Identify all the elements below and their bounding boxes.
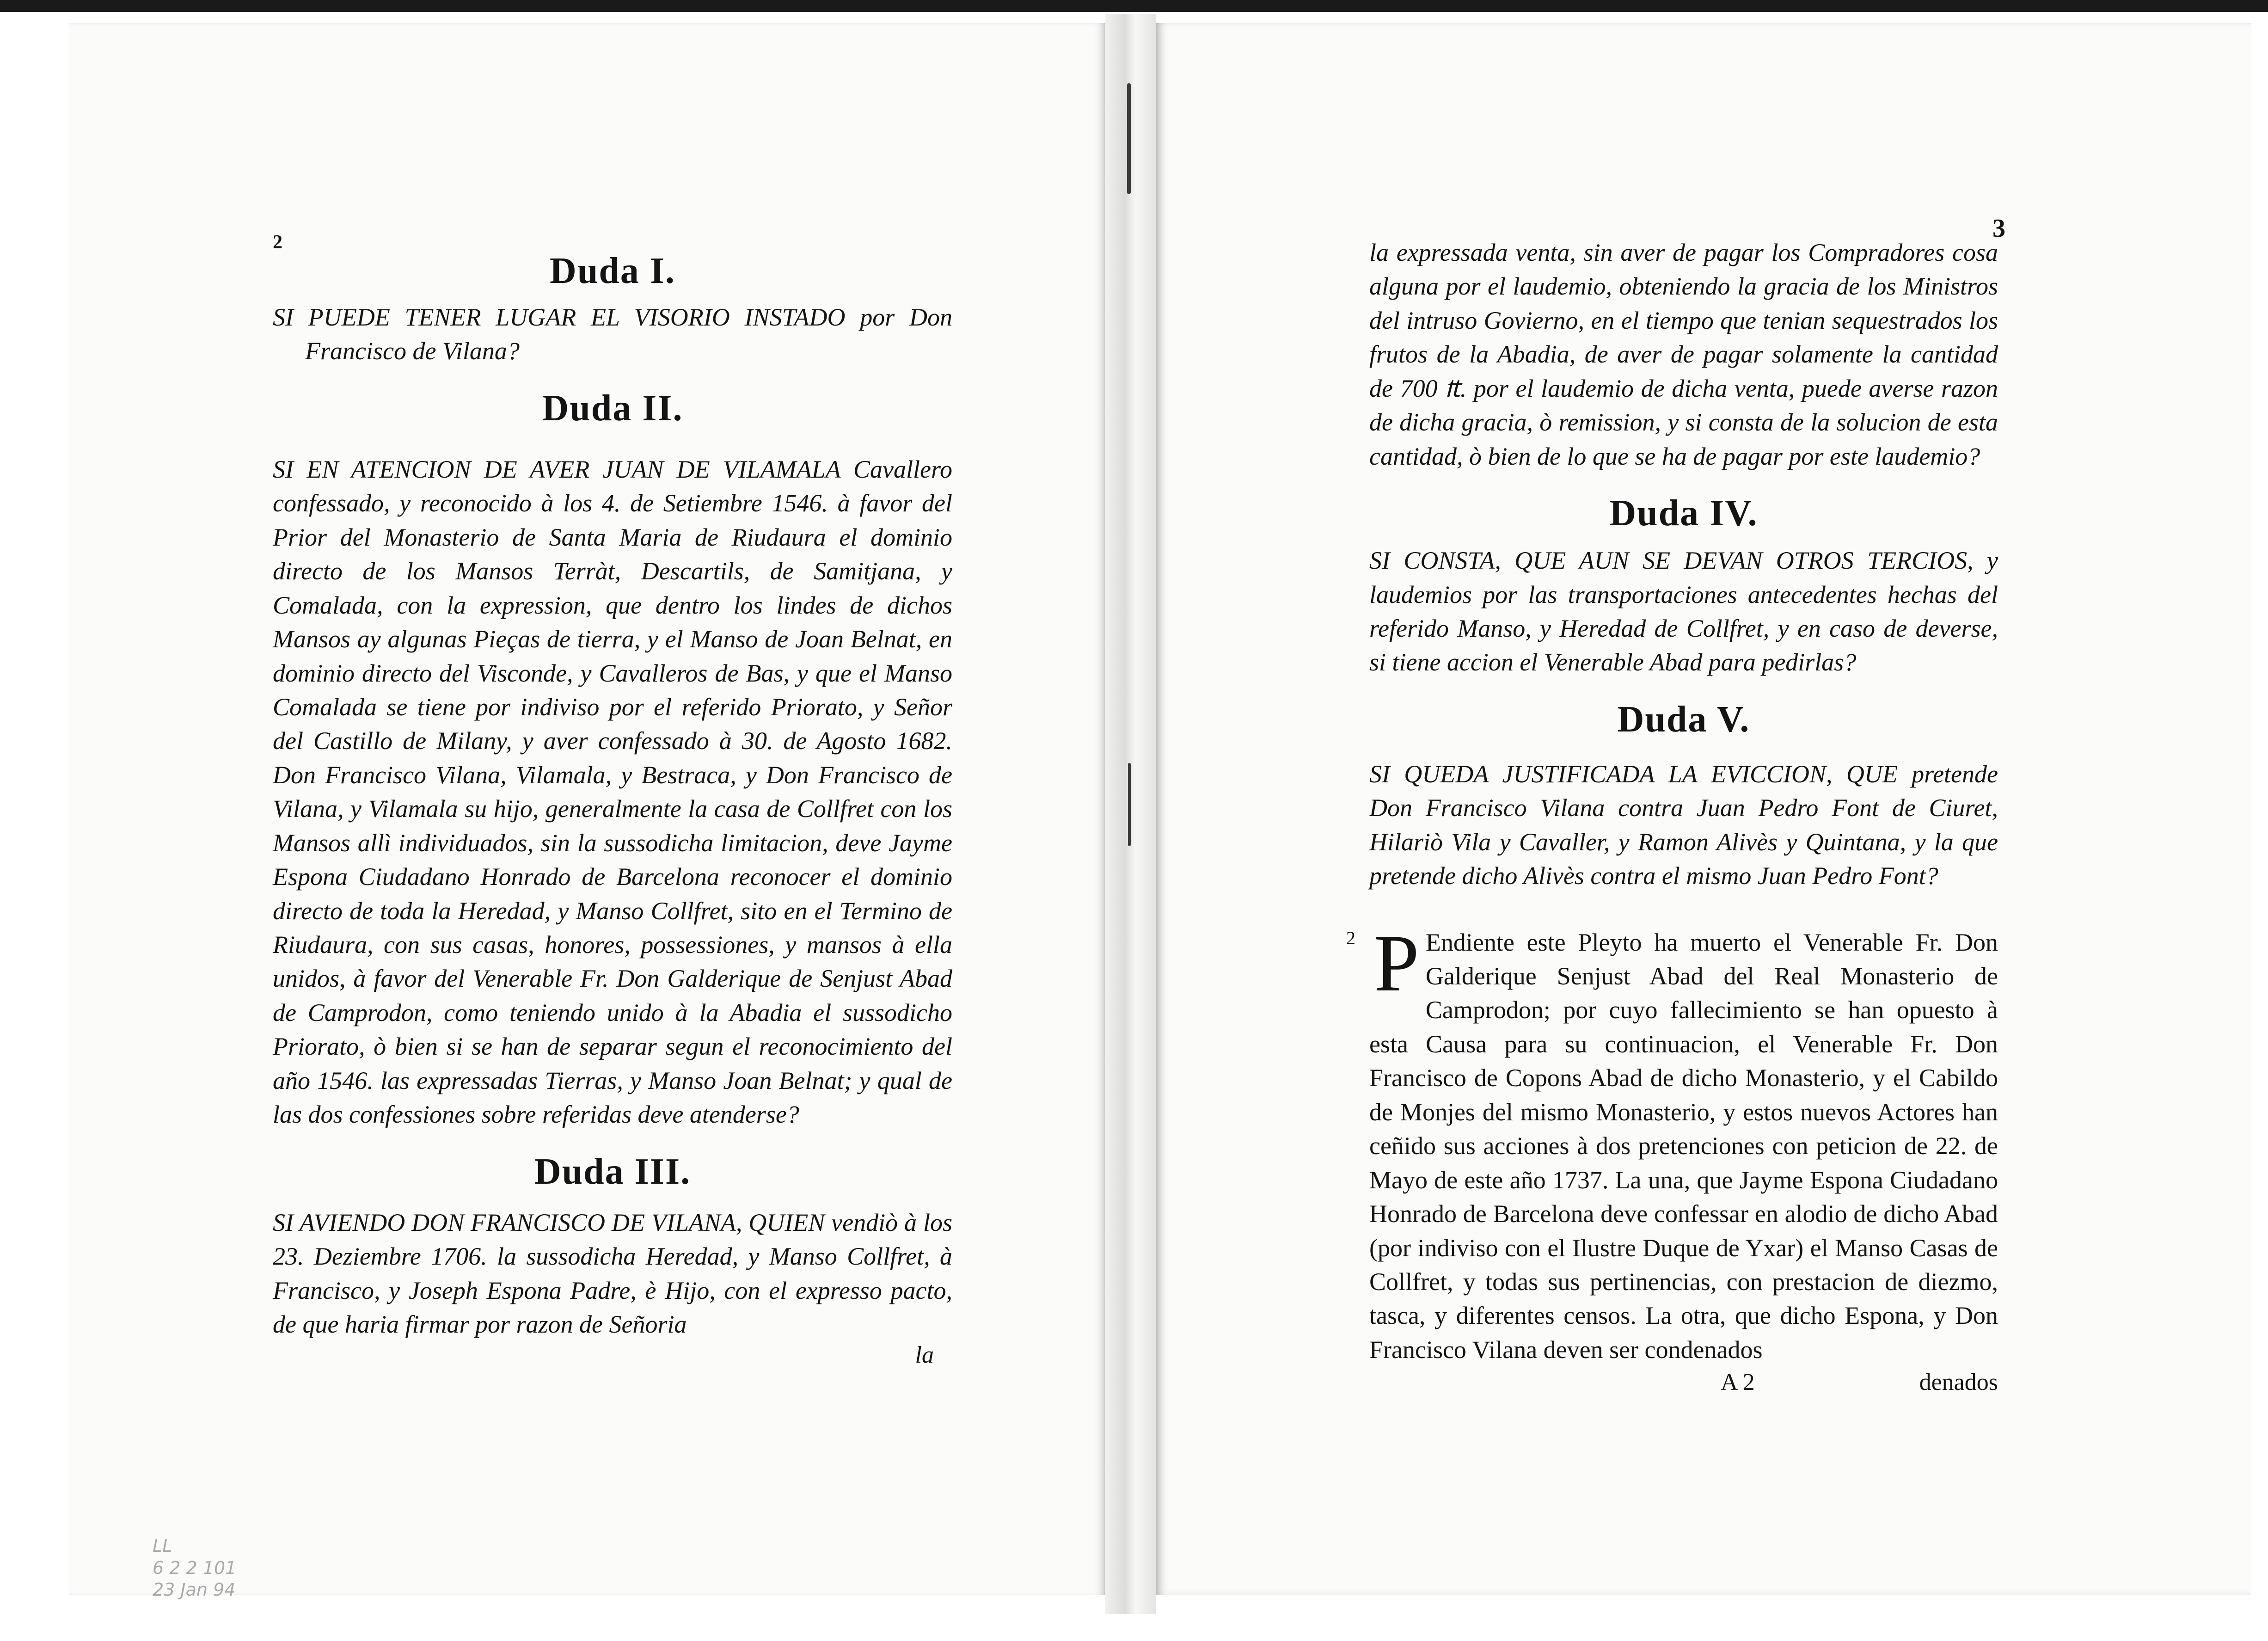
duda-3-continuation: la expressada venta, sin aver de pagar los Compradores cosa alguna por el laudemio, obteniendo la gracia de los Ministros del intruso Govierno, en el tiempo que tenian sequestrados los frutos de la Abadia, de aver de pagar solamente la cantidad de 700 ₶. por el laudemio de dicha venta, puede averse razon de dicha gracia, ò remission, y si consta de la solucion de esta cantidad, ò bien de lo que se ha de pagar por este laudemio? bbox=[1369, 239, 1998, 470]
duda-3-question: SI AVIENDO DON FRANCISCO DE VILANA, QUIEN vendiò à los 23. Deziembre 1706. la sussodicha Heredad, y Manso Collfret, à Francisco, y Joseph Espona Padre, è Hijo, con el expresso pacto, de que haria firmar por razon de Señoria bbox=[273, 1208, 952, 1338]
paragraph-number: 2 bbox=[1346, 927, 1355, 948]
drop-cap: P bbox=[1374, 918, 1419, 1008]
heading-word: Duda bbox=[542, 387, 632, 429]
scan-top-edge bbox=[0, 0, 2268, 12]
duda-5-question: SI QUEDA JUSTIFICADA LA EVICCION, QUE pretende Don Francisco Vilana contra Juan Pedro Font de Ciuret, Hilariò Vila y Cavaller, y Ramon Alivès y Quintana, y la que pretende dicho Alivès contra el mismo Juan Pedro Font? bbox=[1369, 760, 1998, 890]
duda-4-heading bbox=[1369, 492, 1998, 535]
paragraph-text: Endiente este Pleyto ha muerto el Venerable Fr. Don Galderique Senjust Abad del Real Monasterio de Camprodon; por cuyo fallecimiento se han opuesto à esta Causa para su continuacion, el Venerable Fr. Don Francisco de Copons Abad de dicho Monasterio, y el Cabildo de Monjes del mismo Monasterio, y estos nuevos Actores han ceñido sus acciones à dos pretenciones con peticion de 22. de Mayo de este año 1737. La una, que Jayme Espona Ciudadano Honrado de Barcelona deve confessar en alodio de dicho Abad (por indiviso con el Ilustre Duque de Yxar) el Manso Casas de Collfret, y todas sus pertinencias, con prestacion de diezmo, tasca, y diferentes censos. La otra, que dicho Espona, y Don Francisco Vilana deven ser condenados bbox=[1369, 928, 1998, 1364]
page-number-right: 3 bbox=[1992, 214, 2005, 243]
duda-1-heading bbox=[273, 250, 952, 292]
heading-numeral: IV. bbox=[1710, 493, 1758, 534]
duda-5-heading bbox=[1369, 698, 1998, 741]
book-gutter bbox=[1105, 14, 1156, 1614]
pencil-note: 23 Jan 94 bbox=[153, 1580, 236, 1600]
page-number-left: 2 bbox=[273, 232, 282, 253]
heading-word: Duda bbox=[1609, 493, 1700, 534]
pencil-note: LL bbox=[153, 1536, 172, 1556]
signature-row bbox=[1369, 1367, 1998, 1398]
pencil-annotations bbox=[153, 1535, 236, 1601]
gutter-shadow-mark bbox=[1128, 763, 1131, 846]
duda-1-question: SI PUEDE TENER LUGAR EL VISORIO INSTADO por Don Francisco de Vilana? bbox=[273, 303, 952, 365]
heading-numeral: I. bbox=[650, 251, 675, 291]
left-text-column bbox=[273, 222, 952, 1369]
heading-word: Duda bbox=[550, 251, 640, 291]
duda-2-heading bbox=[273, 387, 952, 430]
right-text-column bbox=[1346, 222, 1998, 1398]
pencil-note: 6 2 2 101 bbox=[153, 1557, 237, 1578]
gutter-shadow-mark bbox=[1127, 83, 1131, 194]
heading-numeral: II. bbox=[642, 387, 683, 429]
signature-mark: A 2 bbox=[1721, 1369, 1755, 1396]
paragraph-2 bbox=[1346, 918, 1998, 1367]
duda-4-question: SI CONSTA, QUE AUN SE DEVAN OTROS TERCIOS, y laudemios por las transportaciones antecedentes hechas del referido Manso, y Heredad de Collfret, y en caso de deverse, si tiene accion el Venerable Abad para pedirlas? bbox=[1369, 547, 1998, 676]
catchword-left: la bbox=[915, 1342, 934, 1369]
heading-word: Duda bbox=[534, 1151, 625, 1192]
heading-word: Duda bbox=[1617, 699, 1708, 740]
heading-numeral: V. bbox=[1716, 699, 1750, 740]
heading-numeral: III. bbox=[634, 1151, 691, 1192]
duda-3-heading bbox=[273, 1150, 952, 1193]
duda-2-question: SI EN ATENCION DE AVER JUAN DE VILAMALA Cavallero confessado, y reconocido à los 4. de Setiembre 1546. à favor del Prior del Monasterio de Santa Maria de Riudaura el dominio directo de los Mansos Terràt, Descartils, de Samitjana, y Comalada, con la expression, que dentro los lindes de dichos Mansos ay algunas Pieças de tierra, y el Manso de Joan Belnat, en dominio directo del Visconde, y Cavalleros de Bas, y que el Manso Comalada se tiene por indiviso por el referido Priorato, y Señor del Castillo de Milany, y aver confessado à 30. de Agosto 1682. Don Francisco Vilana, Vilamala, y Bestraca, y Don Francisco de Vilana, y Vilamala su hijo, generalmente la casa de Collfret con los Mansos allì individuados, sin la sussodicha limitacion, deve Jayme Espona Ciudadano Honrado de Barcelona reconocer el dominio directo de toda la Heredad, y Manso Collfret, sito en el Termino de Riudaura, con sus casas, honores, possessiones, y mansos à ella unidos, à favor del Venerable Fr. Don Galderique de Senjust Abad de Camprodon, como teniendo unido à la Abadia el sussodicho Priorato, ò bien si se han de separar segun el reconocimiento del año 1546. las expressadas Tierras, y Manso Joan Belnat; y qual de las dos confessiones sobre referidas deve atenderse? bbox=[273, 455, 952, 1129]
catchword-right: denados bbox=[1919, 1369, 1998, 1396]
